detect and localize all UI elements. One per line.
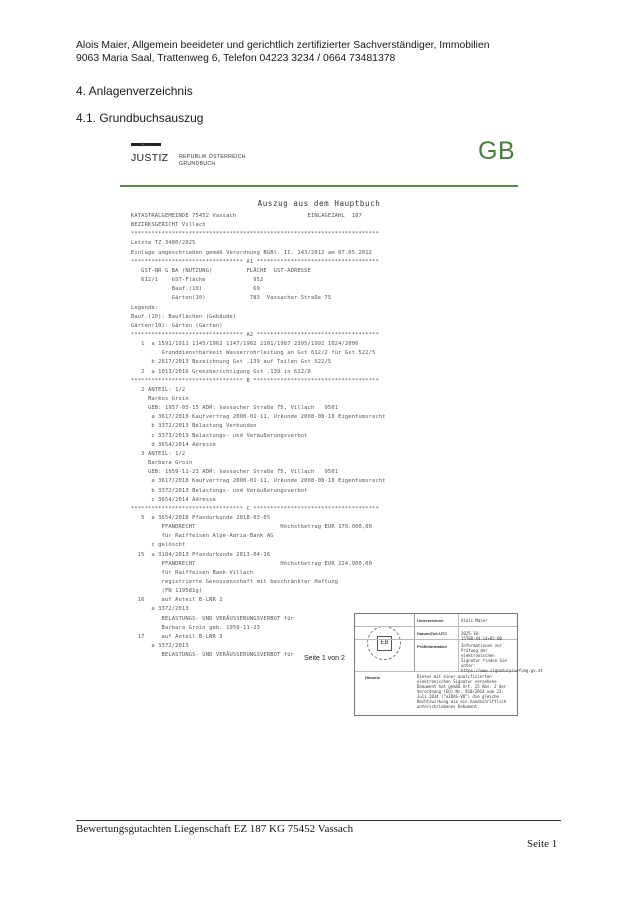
register-line: c gelöscht: [131, 542, 186, 549]
page-header: [76, 40, 490, 65]
header-rule: [120, 185, 518, 187]
extract-page-label: Seite 1 von 2: [304, 655, 345, 662]
verification-value: Informationen zur Prüfung der elektronischen Signatur finden Sie unter: https://www.signaturpruefung.gv.at: [461, 643, 543, 673]
datetime-label: Datum/Zeit-UTC: [417, 631, 448, 636]
register-line: 1 a 1591/1911 1145/1962 1147/1962 2101/1987 2395/1992 1024/2006: [131, 341, 359, 348]
register-line: 2 a 1013/2016 Grenzberichtigung Gst .139 in 612/8: [131, 368, 311, 375]
hint-text: Dieses mit einer qualifizierten elektronischen Signatur versehene Dokument hat gemäß Art. 25 Abs. 2 der Verordnung (EU) Nr. 910/2014 vom 23. Juli 2014 ("eIDAS-VO") die gleiche Rechtswirkung wie ein handschriftlich unterschriebenes Dokument.: [417, 674, 507, 709]
footer-rule: [76, 820, 561, 821]
register-line: b 2617/2013 Bezeichnung Gst .139 auf Teilen Gst 522/5: [131, 359, 332, 366]
register-line: ********************************* A2 ************************************: [131, 331, 379, 338]
signature-block: [354, 613, 543, 716]
register-line: registrierte Genossenschaft mit beschränkter Haftung: [131, 579, 339, 585]
register-line: d 3654/2014 Adresse: [131, 441, 216, 448]
signer-value: Alois Maier: [461, 618, 488, 623]
register-line: GST-NR G BA (NUTZUNG) FLÄCHE GST-ADRESSE: [131, 267, 311, 274]
register-line: 3 ANTEIL: 1/2: [131, 450, 186, 457]
register-line: a 3372/2013: [131, 643, 189, 650]
signer-label: Unterzeichner: [417, 618, 444, 623]
register-line: BELASTUNGS- UND VERÄUSSERUNGSVERBOT für: [131, 615, 294, 622]
datetime-value: 2025-10-15T08:44:14+02:00: [461, 631, 502, 641]
register-line: PFANDRECHT Höchstbetrag EUR 170.000,00: [131, 524, 373, 531]
register-line: für Raiffeisen Bank Villach: [131, 569, 254, 576]
register-line: Bauf.(10): Bauflächen (Gebäude): [131, 313, 237, 320]
register-line: c 3654/2014 Adresse: [131, 496, 216, 503]
register-line: a 3617/2018 Kaufvertrag 2008-01-11, Urkunde 2008-08-18 Eigentumsrecht: [131, 414, 386, 421]
register-line: BELASTUNGS- UND VERÄUSSERUNGSVERBOT für: [131, 652, 294, 659]
register-line: für Raiffeisen Alpe-Adria-Bank AG: [131, 533, 274, 540]
register-line: Barbara Groin geb. 1959-11-23: [131, 624, 261, 631]
register-line: 2 ANTEIL: 1/2: [131, 386, 186, 393]
register-line: Markus Groin: [131, 396, 189, 402]
register-line: a 3372/2013: [131, 606, 189, 613]
register-line: Letzte TZ 3480/2025: [131, 240, 196, 247]
register-line: Barbara Groin: [131, 460, 193, 467]
register-line: ********************************* C *************************************: [131, 505, 379, 512]
register-line: (FN 119581g): [131, 588, 203, 595]
register-line: Gärten(10): Gärten (Garten): [131, 322, 223, 329]
register-line: 5 a 3654/2018 Pfandurkunde 2018-03-05: [131, 514, 271, 521]
register-line: PFANDRECHT Höchstbetrag EUR 224.900,00: [131, 560, 373, 567]
grundbuch-extract: [120, 133, 543, 716]
register-line: GEB: 1957-05-15 ADR: Vassacher Straße 75, Villach 9501: [131, 405, 339, 412]
subsection-heading: 4.1. Grundbuchsauszug: [76, 111, 204, 125]
register-line: 17 auf Anteil B-LNR 3: [131, 633, 223, 640]
register-line: c 3373/2013 Belastungs- und Veräußerungsverbot: [131, 432, 308, 439]
register-line: 16 auf Anteil B-LNR 2: [131, 597, 223, 604]
register-line: Legende:: [131, 304, 159, 311]
republic-label: REPUBLIK ÖSTERREICH: [179, 154, 246, 160]
register-line: Gärten(10) 783 Vassacher Straße 75: [131, 295, 332, 302]
register-line: ********************************* A1 ************************************: [131, 258, 379, 265]
register-line: Grunddienstbarkeit Wasserrohrleitung an Gst 612/2 für Gst 522/5: [131, 350, 376, 357]
footer-title: Bewertungsgutachten Liegenschaft EZ 187 KG 75452 Vassach: [76, 823, 354, 835]
register-line: KATASTRALGEMEINDE 75452 Vassach EINLAGEZAHL 187: [131, 213, 362, 219]
register-line: ********************************* B *************************************: [131, 377, 379, 384]
register-line: b 3372/2013 Belastungs- und Veräußerungsverbot: [131, 487, 308, 494]
page-number: Seite 1: [527, 838, 558, 850]
extract-title: Auszug aus dem Hauptbuch: [257, 199, 381, 208]
register-line: *************************************************************************: [131, 231, 379, 238]
register-line: a 3617/2018 Kaufvertrag 2008-01-11, Urkunde 2008-08-18 Eigentumsrecht: [131, 478, 386, 485]
header-line-2: 9063 Maria Saal, Trattenweg 6, Telefon 04223 3234 / 0664 73481378: [76, 52, 396, 64]
register-line: 15 a 3184/2013 Pfandurkunde 2013-04-16: [131, 551, 271, 558]
signature-seal-icon: EB: [367, 626, 401, 660]
verification-label: Prüfinformation: [417, 644, 447, 649]
register-line: BEZIRKSGERICHT Villach: [131, 222, 206, 229]
register-line: Bauf.(10) 69: [131, 286, 261, 293]
eagle-icon: ✦: [140, 142, 146, 149]
register-line: b 3372/2013 Belastung Verbunden: [131, 423, 257, 430]
register-line: 612/1 GST-Fläche 952: [131, 277, 264, 284]
gb-badge: GB: [478, 137, 516, 165]
section-heading: 4. Anlagenverzeichnis: [76, 84, 193, 98]
issuer-block: [179, 154, 246, 168]
header-line-1: Alois Maier, Allgemein beeideter und gerichtlich zertifizierter Sachverständiger, Immobilien: [76, 40, 490, 51]
register-line: Einlage umgeschrieben gemäß Verordnung BGBl. II, 143/2012 am 07.05.2012: [131, 249, 373, 256]
register-line: GEB: 1959-11-23 ADR: Vassacher Straße 75, Villach 9501: [131, 469, 339, 476]
hint-label: Hinweis: [365, 675, 381, 680]
register-label: GRUNDBUCH: [179, 161, 216, 167]
justiz-logo: ✦ JUSTIZ: [131, 142, 169, 164]
